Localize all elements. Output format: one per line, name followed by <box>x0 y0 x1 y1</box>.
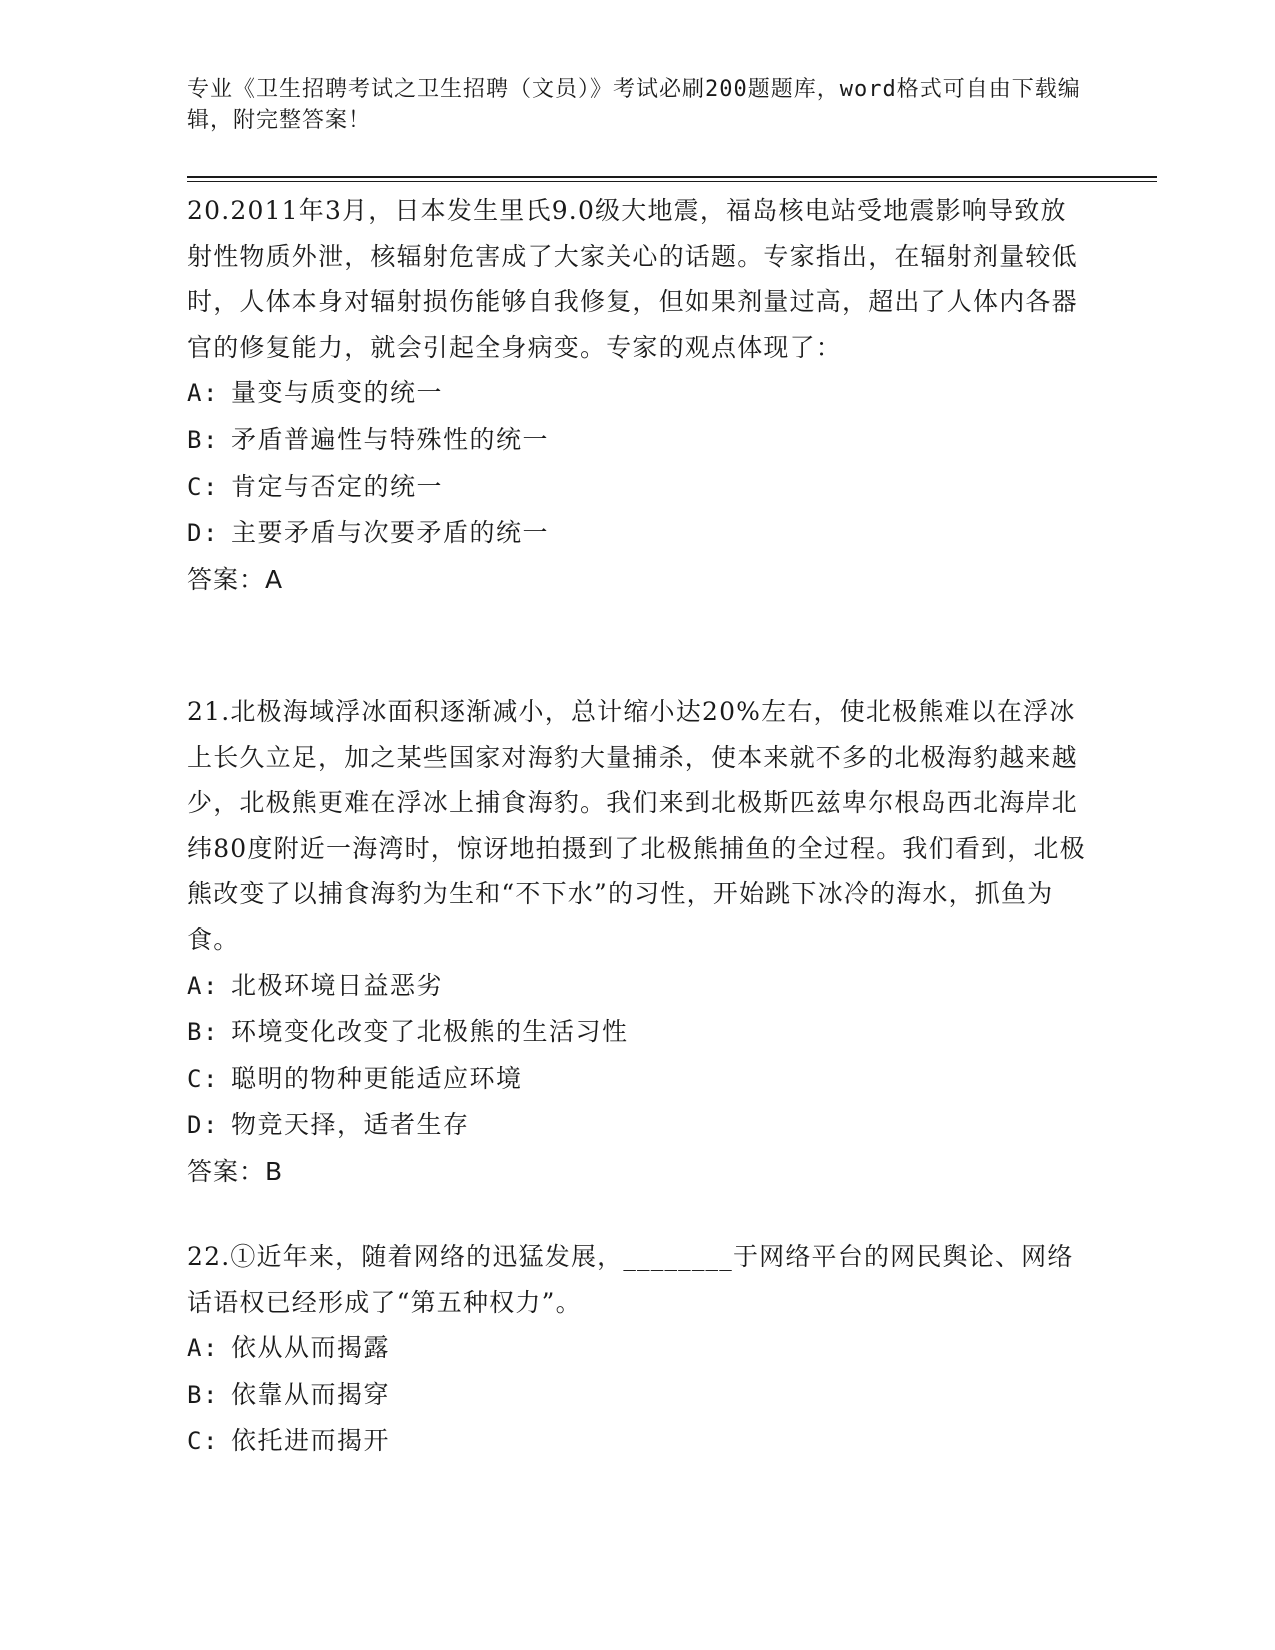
option-text: 聪明的物种更能适应环境 <box>231 1063 523 1093</box>
option-b <box>187 1009 1087 1056</box>
option-text: 依靠从而揭穿 <box>231 1379 391 1409</box>
option-text: 主要矛盾与次要矛盾的统一 <box>231 518 550 548</box>
option-text: 依托进而揭开 <box>231 1426 391 1456</box>
question-22 <box>187 1234 1087 1465</box>
option-key: C: <box>187 472 219 501</box>
option-key: A: <box>187 1334 219 1363</box>
header-divider-thick <box>187 176 1157 178</box>
option-text: 物竞天择，适者生存 <box>231 1110 470 1140</box>
option-key: C: <box>187 1427 219 1456</box>
answer-line: 答案：A <box>187 564 284 594</box>
option-a <box>187 370 1087 417</box>
option-a <box>187 1325 1087 1372</box>
answer-line: 答案：B <box>187 1156 284 1186</box>
option-key: C: <box>187 1064 219 1093</box>
option-d <box>187 1102 1087 1149</box>
question-21 <box>187 689 1087 1195</box>
option-key: B: <box>187 1380 219 1409</box>
option-key: B: <box>187 1018 219 1047</box>
option-c <box>187 1418 1087 1465</box>
header-divider-thin <box>187 181 1157 182</box>
option-c <box>187 464 1087 511</box>
option-text: 矛盾普遍性与特殊性的统一 <box>231 424 550 454</box>
option-key: A: <box>187 971 219 1000</box>
option-text: 量变与质变的统一 <box>231 378 444 408</box>
question-stem: 21.北极海域浮冰面积逐渐减小，总计缩小达20%左右，使北极熊难以在浮冰上长久立足，加之某些国家对海豹大量捕杀，使本来就不多的北极海豹越来越少，北极熊更难在浮冰上捕食海豹。我们来到北极斯匹兹卑尔根岛西北海岸北纬80度附近一海湾时，惊讶地拍摄到了北极熊捕鱼的全过程。我们看到，北极熊改变了以捕食海豹为生和“不下水”的习性，开始跳下冰冷的海水，抓鱼为食。 <box>187 697 1086 954</box>
question-stem: 20.2011年3月，日本发生里氏9.0级大地震，福岛核电站受地震影响导致放射性物质外泄，核辐射危害成了大家关心的话题。专家指出，在辐射剂量较低时，人体本身对辐射损伤能够自我修复，但如果剂量过高，超出了人体内各器官的修复能力，就会引起全身病变。专家的观点体现了： <box>187 196 1078 362</box>
option-text: 环境变化改变了北极熊的生活习性 <box>231 1017 629 1047</box>
option-key: D: <box>187 1111 219 1140</box>
option-b <box>187 1372 1087 1419</box>
option-key: B: <box>187 425 219 454</box>
option-text: 肯定与否定的统一 <box>231 471 444 501</box>
option-d <box>187 510 1087 557</box>
document-header: 专业《卫生招聘考试之卫生招聘（文员）》考试必刷200题题库，word格式可自由下载编辑，附完整答案！ <box>187 77 1081 133</box>
option-key: A: <box>187 379 219 408</box>
option-text: 依从从而揭露 <box>231 1333 391 1363</box>
question-20 <box>187 188 1087 602</box>
question-stem: 22.①近年来，随着网络的迅猛发展，________于网络平台的网民舆论、网络话语权已经形成了“第五种权力”。 <box>187 1242 1074 1317</box>
option-b <box>187 417 1087 464</box>
option-key: D: <box>187 519 219 548</box>
option-c <box>187 1056 1087 1103</box>
option-text: 北极环境日益恶劣 <box>231 970 444 1000</box>
option-a <box>187 963 1087 1010</box>
